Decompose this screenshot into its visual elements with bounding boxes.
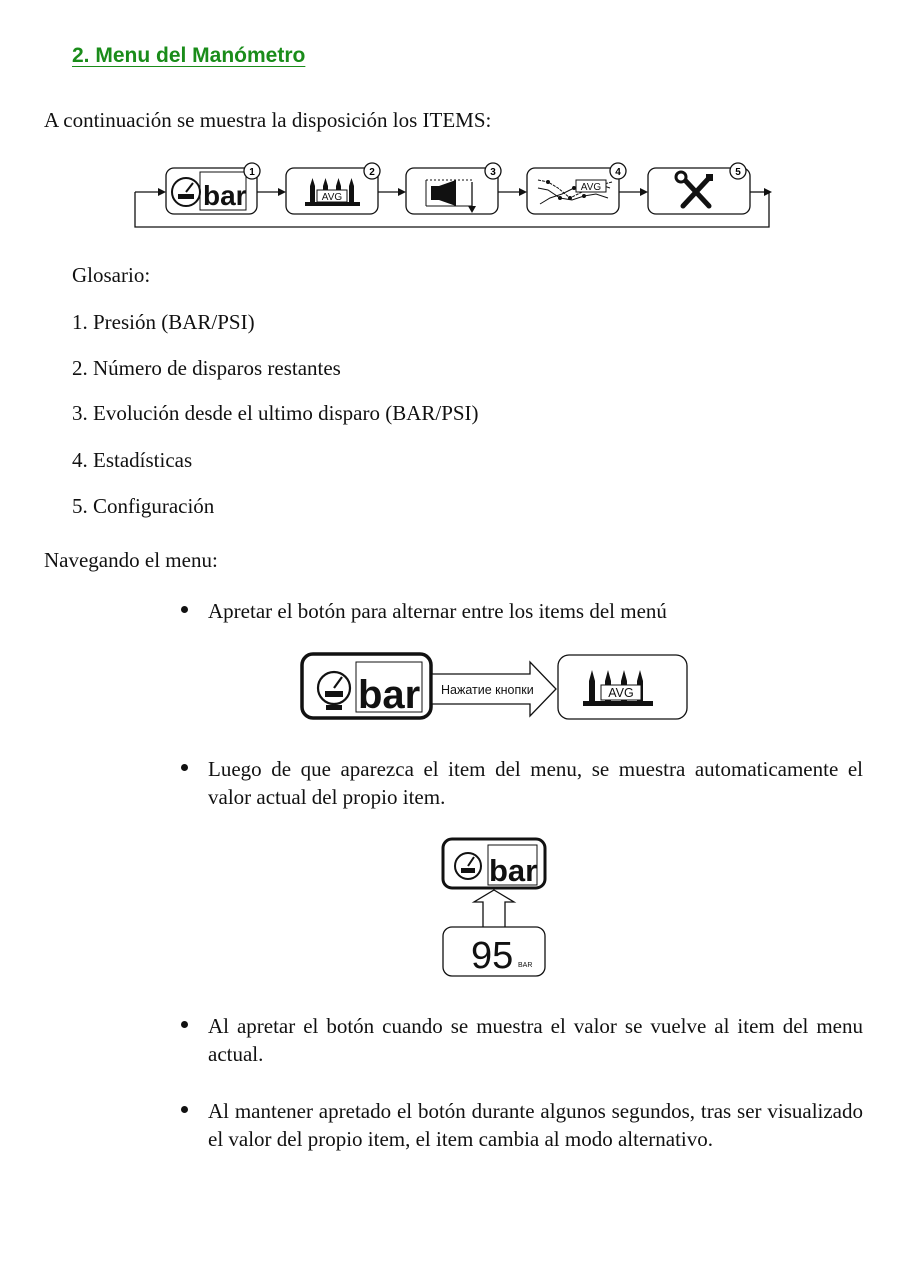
glossary-title: Glosario: — [72, 263, 151, 287]
bullet-3-text: Al apretar el botón cuando se muestra el valor se vuelve al item del menu actual. — [208, 1014, 863, 1066]
bullet-1-dot — [181, 606, 188, 613]
figure2-item — [443, 839, 545, 888]
pressure-unit: BAR — [518, 962, 533, 969]
items-layout-diagram — [130, 158, 780, 233]
glossary-entry-1: 1. Presión (BAR/PSI) — [72, 310, 255, 334]
item-3-number: 3 — [490, 167, 496, 178]
bullet-4-dot — [181, 1106, 188, 1113]
figure1-left-item — [302, 654, 431, 718]
figure2-up-arrow — [474, 890, 514, 928]
item-3-evolution — [406, 163, 501, 214]
item-2-label: AVG — [321, 192, 343, 203]
item-4-number: 4 — [615, 167, 621, 178]
glossary-entry-5: 5. Configuración — [72, 494, 215, 518]
value-display-figure — [438, 835, 550, 981]
bullet-1-text: Apretar el botón para alternar entre los items del menú — [208, 599, 667, 623]
figure1-right-item — [558, 655, 687, 719]
item-4-statistics — [527, 163, 626, 214]
glossary-entry-3: 3. Evolución desde el ultimo disparo (BAR/PSI) — [72, 401, 479, 425]
bullet-3-dot — [181, 1021, 188, 1028]
bullet-2-dot — [181, 764, 188, 771]
item-1-pressure — [166, 163, 260, 214]
item-1-number: 1 — [249, 167, 255, 178]
bullet-4-text: Al mantener apretado el botón durante algunos segundos, tras ser visualizado el valor del propio item, el item cambia al modo alternativo. — [208, 1099, 863, 1151]
pressure-value: 95 — [471, 935, 514, 977]
figure1-right-label: AVG — [608, 686, 634, 700]
button-press-figure — [298, 650, 693, 725]
glossary-entry-2: 2. Número de disparos restantes — [72, 356, 341, 380]
figure1-arrow-label: Нажатие кнопки — [441, 683, 534, 697]
item-2-shots — [286, 163, 380, 214]
item-1-label: bar — [203, 180, 247, 211]
bullet-2-text: Luego de que aparezca el item del menu, se muestra automaticamente el valor actual del propio item. — [208, 757, 863, 809]
navigation-title: Navegando el menu: — [44, 548, 218, 572]
glossary-entry-4: 4. Estadísticas — [72, 448, 193, 472]
item-5-configuration — [648, 163, 750, 214]
figure2-value-box — [443, 927, 545, 977]
item-4-label: AVG — [580, 182, 602, 193]
item-2-number: 2 — [369, 167, 375, 178]
figure1-arrow — [432, 662, 556, 716]
figure1-left-label: bar — [358, 673, 421, 717]
item-5-number: 5 — [735, 167, 741, 178]
figure2-item-label: bar — [489, 853, 538, 888]
section-heading: 2. Menu del Manómetro — [72, 44, 306, 67]
intro-text: A continuación se muestra la disposición los ITEMS: — [44, 108, 492, 132]
